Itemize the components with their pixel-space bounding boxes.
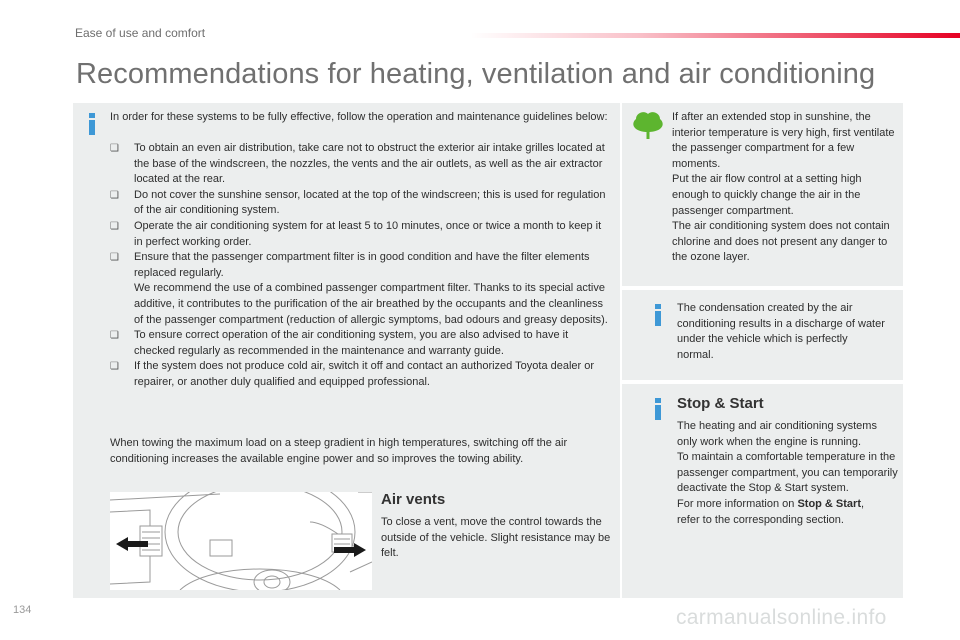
checkbox-icon: ❏ <box>110 143 119 154</box>
guidelines-list <box>110 141 610 391</box>
info-icon <box>86 113 98 135</box>
air-vents-text: To close a vent, move the control towards the outside of the vehicle. Slight resistance may be felt. <box>381 516 611 560</box>
towing-text: When towing the maximum load on a steep gradient in high temperatures, switching off the air conditioning increases the available engine power and so improves the towing ability. <box>110 437 568 465</box>
page-title: Recommendations for heating, ventilation and air conditioning <box>76 58 876 90</box>
air-vents-heading: Air vents <box>381 491 446 508</box>
header-rule <box>470 33 960 38</box>
list-item: ❏ Do not cover the sunshine sensor, located at the top of the windscreen; this is used for regulation of the air conditioning system. <box>110 188 606 217</box>
info-icon <box>652 398 664 420</box>
stop-start-refer: refer to the corresponding section. <box>677 513 844 526</box>
list-item: ❏ To obtain an even air distribution, take care not to obstruct the exterior air intake grilles located at the base of the windscreen, the nozzles, the vents and the air outlets, as well as the air extractor located at the rear. <box>110 142 605 186</box>
stop-start-heading: Stop & Start <box>677 395 764 412</box>
stop-start-reference: Stop & Start <box>797 497 861 510</box>
eco-leaf-icon <box>628 110 668 140</box>
dashboard-vents-icon <box>110 492 372 590</box>
condensation-text: The condensation created by the air conditioning results in a discharge of water under the vehicle which is perfectly normal. <box>677 302 885 361</box>
list-item: ❏ Ensure that the passenger compartment filter is in good condition and have the filter elements replaced regularly. We recommend the use of a combined passenger compartment filter. Thanks to its special active additive, it contributes to the purification of the air breathed by the occupants and the cleanliness of the passenger compartment (reduction of allergic symptoms, bad odours and greasy deposits). <box>110 250 610 328</box>
checkbox-icon: ❏ <box>110 220 119 232</box>
stop-start-more-info: For more information on Stop & Start, <box>677 497 865 510</box>
checkbox-icon: ❏ <box>110 252 119 264</box>
list-item: ❏ Operate the air conditioning system for at least 5 to 10 minutes, once or twice a month to keep it in perfect working order. <box>110 219 602 248</box>
stop-start-deactivate-note: To maintain a comfortable temperature in the passenger compartment, you can temporarily deactivate the Stop & Start system. <box>677 451 898 495</box>
intro-text: In order for these systems to be fully effective, follow the operation and maintenance guidelines below: <box>110 111 608 123</box>
sunshine-text <box>672 110 898 266</box>
airflow-advice: Put the air flow control at a setting high enough to quickly change the air in the passenger compartment. <box>672 173 862 217</box>
checkbox-icon: ❏ <box>110 330 119 342</box>
list-item: ❏ If the system does not produce cold air, switch it off and contact an authorized Toyota dealer or repairer, or another duly qualified and equipped professional. <box>110 360 595 388</box>
page-number: 134 <box>13 604 32 616</box>
watermark: carmanualsonline.info <box>676 606 887 629</box>
checkbox-icon: ❏ <box>110 189 119 201</box>
stop-start-engine-note: The heating and air conditioning systems only work when the engine is running. <box>677 420 877 448</box>
info-icon <box>652 304 664 326</box>
list-item: ❏ To ensure correct operation of the air conditioning system, you are also advised to have it checked regularly as recommended in the maintenance and warranty guide. <box>110 329 569 357</box>
checkbox-icon: ❏ <box>110 361 119 373</box>
stop-start-text <box>677 419 899 528</box>
sunshine-advice: If after an extended stop in sunshine, the interior temperature is very high, first ventilate the passenger compartment for a few moments. <box>672 111 895 170</box>
section-title: Ease of use and comfort <box>75 26 206 40</box>
filter-note: We recommend the use of a combined passenger compartment filter. Thanks to its special active additive, it contributes to the purification of the air breathed by the occupants and the cleanliness of the passenger compartment (reduction of allergic symptoms, bad odours and greasy deposits). <box>134 282 608 326</box>
chlorine-note: The air conditioning system does not contain chlorine and does not present any danger to the ozone layer. <box>672 220 890 264</box>
air-vents-illustration <box>110 492 372 590</box>
